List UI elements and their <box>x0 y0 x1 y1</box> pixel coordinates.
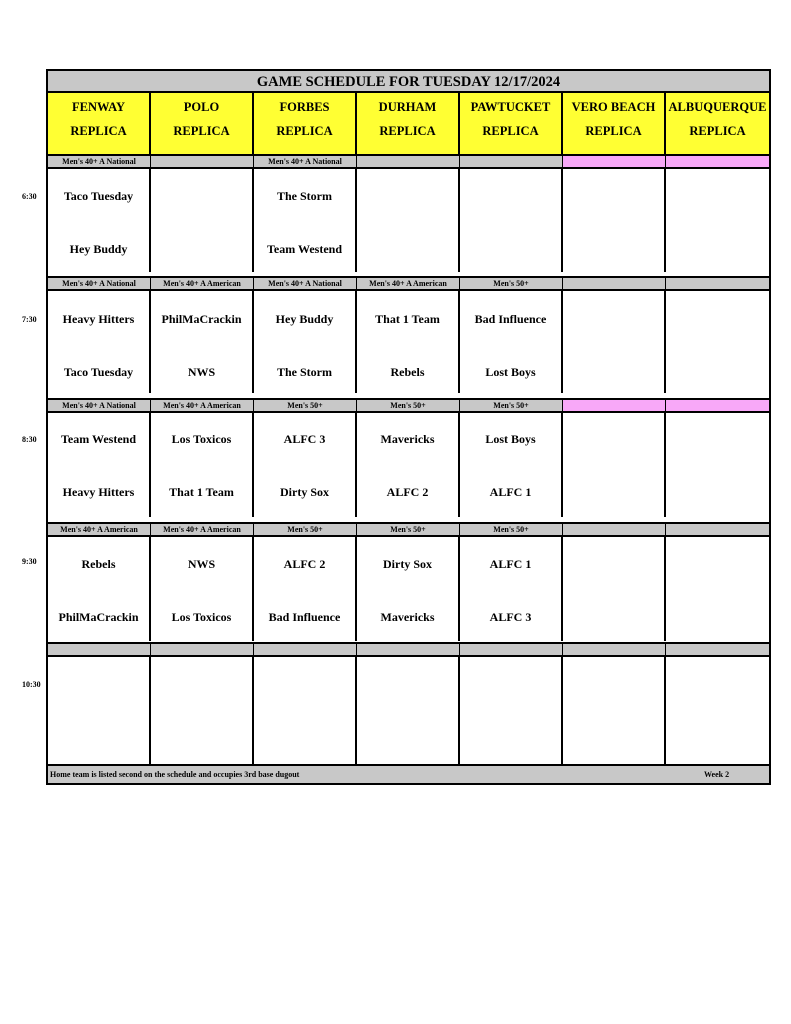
week-label: Week 2 <box>704 770 730 779</box>
away-team: Mavericks <box>380 432 435 446</box>
division-label: Men's 40+ A National <box>48 156 151 167</box>
time-label: 6:30 <box>22 192 37 201</box>
field-header-2 <box>254 93 357 154</box>
away-team: Los Toxicos <box>171 432 232 446</box>
division-label <box>666 278 769 289</box>
game-cell <box>254 537 357 641</box>
division-band <box>48 398 769 413</box>
game-cell <box>460 169 563 272</box>
game-cell <box>48 413 151 517</box>
division-label <box>254 644 357 655</box>
schedule-footer <box>48 764 769 783</box>
game-cell <box>666 291 769 393</box>
game-cell <box>460 413 563 517</box>
field-subtitle: REPLICA <box>689 124 746 138</box>
division-label: Men's 50+ <box>460 400 563 411</box>
division-label: Men's 40+ A National <box>254 156 357 167</box>
field-name: ALBUQUERQUE <box>668 100 767 114</box>
game-cell <box>48 657 151 764</box>
division-band <box>48 522 769 537</box>
away-team: PhilMaCrackin <box>161 312 242 326</box>
field-subtitle: REPLICA <box>585 124 642 138</box>
division-label: Men's 40+ A National <box>254 278 357 289</box>
away-team: NWS <box>187 557 216 571</box>
division-label <box>563 524 666 535</box>
division-label <box>563 400 666 411</box>
division-label: Men's 40+ A National <box>48 278 151 289</box>
game-cell <box>357 169 460 272</box>
away-team: ALFC 2 <box>283 557 326 571</box>
footer-note: Home team is listed second on the schedule and occupies 3rd base dugout <box>50 770 300 779</box>
game-cell <box>666 169 769 272</box>
division-label: Men's 40+ A American <box>151 278 254 289</box>
away-team: Bad Influence <box>474 312 547 326</box>
home-team: PhilMaCrackin <box>58 610 139 624</box>
game-cell <box>666 537 769 641</box>
field-header-3 <box>357 93 460 154</box>
game-cell <box>254 169 357 272</box>
division-label <box>460 644 563 655</box>
division-label <box>357 644 460 655</box>
away-team: Team Westend <box>60 432 136 446</box>
home-team: Rebels <box>390 365 425 379</box>
home-team: ALFC 3 <box>489 610 532 624</box>
away-team: Hey Buddy <box>275 312 334 326</box>
home-team: Dirty Sox <box>280 485 329 499</box>
away-team: Heavy Hitters <box>62 312 135 326</box>
division-label <box>563 644 666 655</box>
away-team: That 1 Team <box>375 312 440 326</box>
schedule-title: GAME SCHEDULE FOR TUESDAY 12/17/2024 <box>48 71 769 93</box>
game-cell <box>563 537 666 641</box>
field-name: FENWAY <box>71 100 126 114</box>
field-name: VERO BEACH <box>571 100 656 114</box>
time-label: 10:30 <box>22 680 41 689</box>
home-team: Mavericks <box>380 610 435 624</box>
game-cell <box>151 291 254 393</box>
field-subtitle: REPLICA <box>379 124 436 138</box>
field-name: DURHAM <box>378 100 437 114</box>
home-team: Bad Influence <box>268 610 341 624</box>
game-cell <box>357 291 460 393</box>
division-label: Men's 50+ <box>254 524 357 535</box>
field-subtitle: REPLICA <box>70 124 127 138</box>
field-header-4 <box>460 93 563 154</box>
away-team: The Storm <box>277 189 332 203</box>
away-team: Taco Tuesday <box>63 189 134 203</box>
field-name: PAWTUCKET <box>470 100 551 114</box>
division-label <box>563 156 666 167</box>
game-cell <box>151 169 254 272</box>
away-team: Rebels <box>81 557 116 571</box>
division-label <box>666 156 769 167</box>
home-team: The Storm <box>277 365 332 379</box>
game-cell <box>254 291 357 393</box>
division-label <box>666 644 769 655</box>
home-team: Taco Tuesday <box>63 365 134 379</box>
field-name: FORBES <box>279 100 330 114</box>
division-label <box>563 278 666 289</box>
game-cell <box>151 657 254 764</box>
field-subtitle: REPLICA <box>173 124 230 138</box>
division-label <box>666 400 769 411</box>
away-team: ALFC 3 <box>283 432 326 446</box>
game-cell <box>563 413 666 517</box>
away-team: Dirty Sox <box>383 557 432 571</box>
division-label: Men's 40+ A National <box>48 400 151 411</box>
home-team: Team Westend <box>266 242 342 256</box>
home-team: ALFC 1 <box>489 485 532 499</box>
division-label <box>151 156 254 167</box>
division-label: Men's 40+ A American <box>357 278 460 289</box>
time-label: 9:30 <box>22 557 37 566</box>
field-subtitle: REPLICA <box>276 124 333 138</box>
division-band <box>48 276 769 291</box>
field-header-0 <box>48 93 151 154</box>
game-cell <box>357 537 460 641</box>
division-label <box>151 644 254 655</box>
division-label: Men's 50+ <box>460 278 563 289</box>
game-cell <box>151 413 254 517</box>
home-team: Hey Buddy <box>69 242 128 256</box>
field-header-5 <box>563 93 666 154</box>
game-cell <box>460 657 563 764</box>
division-band <box>48 642 769 657</box>
home-team: Heavy Hitters <box>62 485 135 499</box>
home-team: That 1 Team <box>169 485 234 499</box>
division-label: Men's 50+ <box>357 524 460 535</box>
division-label <box>357 156 460 167</box>
division-label <box>460 156 563 167</box>
game-cell <box>563 657 666 764</box>
game-cell <box>48 169 151 272</box>
division-label <box>48 644 151 655</box>
field-header-6 <box>666 93 769 154</box>
division-label: Men's 50+ <box>460 524 563 535</box>
schedule-table <box>46 69 771 785</box>
game-cell <box>48 537 151 641</box>
home-team: ALFC 2 <box>386 485 429 499</box>
home-team: Los Toxicos <box>171 610 232 624</box>
game-cell <box>563 169 666 272</box>
game-cell <box>151 537 254 641</box>
game-cell <box>254 413 357 517</box>
division-label: Men's 50+ <box>254 400 357 411</box>
division-label: Men's 40+ A American <box>48 524 151 535</box>
time-label: 7:30 <box>22 315 37 324</box>
home-team: Lost Boys <box>485 365 536 379</box>
game-cell <box>666 413 769 517</box>
game-cell <box>357 413 460 517</box>
home-team: NWS <box>187 365 216 379</box>
field-subtitle: REPLICA <box>482 124 539 138</box>
away-team: ALFC 1 <box>489 557 532 571</box>
game-cell <box>460 537 563 641</box>
division-label: Men's 50+ <box>357 400 460 411</box>
away-team: Lost Boys <box>485 432 536 446</box>
field-name: POLO <box>183 100 220 114</box>
game-cell <box>460 291 563 393</box>
time-label: 8:30 <box>22 435 37 444</box>
division-band <box>48 154 769 169</box>
division-label: Men's 40+ A American <box>151 400 254 411</box>
game-cell <box>254 657 357 764</box>
game-cell <box>48 291 151 393</box>
game-cell <box>666 657 769 764</box>
game-cell <box>357 657 460 764</box>
division-label: Men's 40+ A American <box>151 524 254 535</box>
division-label <box>666 524 769 535</box>
field-header-1 <box>151 93 254 154</box>
game-cell <box>563 291 666 393</box>
